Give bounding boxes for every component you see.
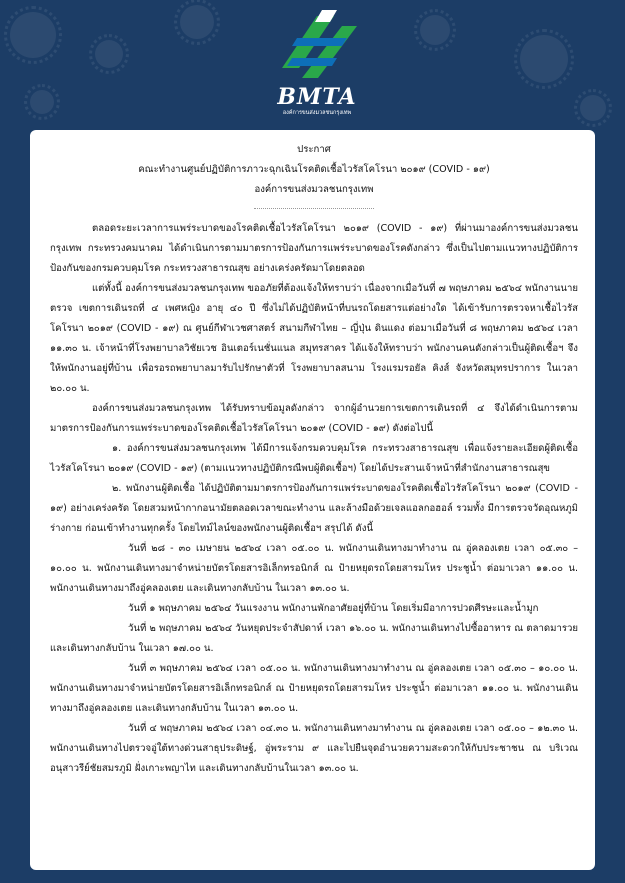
header <box>0 0 625 125</box>
logo-subtitle: องค์การขนส่งมวลชนกรุงเทพ <box>282 110 352 116</box>
announcement-heading: ประกาศ <box>297 144 331 155</box>
logo-title: BMTA <box>277 84 357 110</box>
timeline-item: วันที่ ๓ พฤษภาคม ๒๕๖๔ เวลา ๐๕.๐๐ น. พนักงานเดินทางมาทำงาน ณ อู่คลองเตย เวลา ๐๕.๓๐ – ๑๐.๐๐ น. พนักงานเดินทางมาจำหน่ายบัตรโดยสารอิเล็กทรอนิกส์ ณ ป้ายหยุดรถโดยสารมโหร ประชูน้ำ ต่อมาเวลา ๑๑.๐๐ น. พนักงานเดินทางมาถึงอู่คลองเตย และเดินทางกลับบ้าน ในเวลา ๑๓.๐๐ น. <box>50 663 578 714</box>
divider <box>254 200 374 209</box>
timeline-item: วันที่ ๑ พฤษภาคม ๒๕๖๔ วันแรงงาน พนักงานพักอาศัยอยู่ที่บ้าน โดยเริ่มมีอาการปวดศีรษะและน้ำมูก <box>128 603 539 614</box>
paragraph: ๒. พนักงานผู้ติดเชื้อ ได้ปฏิบัติตามมาตรการป้องกันการแพร่ระบาดของโรคติดเชื้อไวรัสโคโรนา ๒๐๑๙ (COVID - ๑๙) อย่างเคร่งครัด โดยสวมหน้ากากอนามัยตลอดเวลาขณะทำงาน และล้างมือด้วยเจลแอลกอฮอล์ รวมทั้ง มีการตรวจวัดอุณหภูมิร่างกาย ก่อนเข้าทำงานทุกครั้ง โดยไทม์ไลน์ของพนักงานผู้ติดเชื้อฯ สรุปได้ ดังนี้ <box>50 483 578 534</box>
announcement-document <box>50 140 578 779</box>
paragraph: ตลอดระยะเวลาการแพร่ระบาดของโรคติดเชื้อไวรัสโคโรนา ๒๐๑๙ (COVID - ๑๙) ที่ผ่านมาองค์การขนส่งมวลชนกรุงเทพ กระทรวงคมนาคม ได้ดำเนินการตามมาตรการป้องกันการแพร่ระบาดของโรคดังกล่าว ซึ่งเป็นไปตามแนวทางปฏิบัติการป้องกันของกรมควบคุมโรค กระทรวงสาธารณสุข อย่างเคร่งครัดมาโดยตลอด <box>50 223 578 274</box>
timeline-item: วันที่ ๔ พฤษภาคม ๒๕๖๔ เวลา ๐๔.๓๐ น. พนักงานเดินทางมาทำงาน ณ อู่คลองเตย เวลา ๐๕.๐๐ – ๑๒.๓๐ น. พนักงานเดินทางไปตรวจอู่ใต้ทางด่วนสาธุประดิษฐ์, อู่พระราม ๙ และไปยืนจุดอำนวยความสะดวกให้กับประชาชน ณ บริเวณอนุสาวรีย์ชัยสมรภูมิ ฝั่งเกาะพญาไท และเดินทางกลับบ้านในเวลา ๑๓.๐๐ น. <box>50 723 578 774</box>
bmta-logo-icon <box>262 8 372 88</box>
paragraph: ๑. องค์การขนส่งมวลชนกรุงเทพ ได้มีการแจ้งกรมควบคุมโรค กระทรวงสาธารณสุข เพื่อแจ้งรายละเอียดผู้ติดเชื้อไวรัสโคโรนา ๒๐๑๙ (COVID - ๑๙) (ตามแนวทางปฏิบัติกรณีพบผู้ติดเชื้อฯ) โดยได้ประสานเจ้าหน้าที่สำนักงานสาธารณสุข <box>50 443 578 474</box>
paragraph: องค์การขนส่งมวลชนกรุงเทพ ได้รับทราบข้อมูลดังกล่าว จากผู้อำนวยการเขตการเดินรถที่ ๔ จึงได้ดำเนินการตามมาตรการป้องกันการแพร่ระบาดของโรคติดเชื้อไวรัสโคโรนา ๒๐๑๙ (COVID - ๑๙) ดังต่อไปนี้ <box>50 403 578 434</box>
announcement-title: คณะทำงานศูนย์ปฏิบัติการภาวะฉุกเฉินโรคติดเชื้อไวรัสโคโรนา ๒๐๑๙ (COVID - ๑๙) <box>138 164 490 175</box>
timeline-item: วันที่ ๒๘ - ๓๐ เมษายน ๒๕๖๔ เวลา ๐๕.๐๐ น. พนักงานเดินทางมาทำงาน ณ อู่คลองเตย เวลา ๐๕.๓๐ – ๑๐.๐๐ น. พนักงานเดินทางมาจำหน่ายบัตรโดยสารอิเล็กทรอนิกส์ ณ ป้ายหยุดรถโดยสารมโหร ประชูน้ำ ต่อมาเวลา ๑๑.๐๐ น. พนักงานเดินทางมาถึงอู่คลองเตย และเดินทางกลับบ้าน ในเวลา ๑๓.๐๐ น. <box>50 543 578 594</box>
timeline-item: วันที่ ๒ พฤษภาคม ๒๕๖๔ วันหยุดประจำสัปดาห์ เวลา ๑๖.๐๐ น. พนักงานเดินทางไปซื้ออาหาร ณ ตลาดมารวย และเดินทางกลับบ้าน ในเวลา ๑๗.๐๐ น. <box>50 623 578 654</box>
paragraph: แต่ทั้งนี้ องค์การขนส่งมวลชนกรุงเทพ ขออภัยที่ต้องแจ้งให้ทราบว่า เนื่องจากเมื่อวันที่ ๗ พฤษภาคม ๒๕๖๔ พนักงานนายตรวจ เขตการเดินรถที่ ๔ เพศหญิง อายุ ๔๐ ปี ซึ่งไม่ได้ปฏิบัติหน้าที่บนรถโดยสารแต่อย่างใด ได้เข้ารับการตรวจหาเชื้อไวรัสโคโรนา ๒๐๑๙ (COVID - ๑๙) ณ ศูนย์กีฬาเวชศาสตร์ สนามกีฬาไทย – ญี่ปุ่น ดินแดง ต่อมาเมื่อวันที่ ๘ พฤษภาคม ๒๕๖๔ เวลา ๑๑.๓๐ น. เจ้าหน้าที่โรงพยาบาลวิชัยเวช อินเตอร์เนชั่นแนล สมุทรสาคร ได้แจ้งให้ทราบว่า พนักงานคนดังกล่าวเป็นผู้ติดเชื้อฯ จึงให้พนักงานอยู่ที่บ้าน เพื่อรอรถพยาบาลมารับไปรักษาตัวที่ โรงพยาบาลสนาม โรงแรมรอยัล คิงส์ จังหวัดสมุทรปราการ ในเวลา ๒๐.๐๐ น. <box>50 283 578 394</box>
announcement-paper <box>30 130 595 870</box>
bmta-logo <box>262 8 372 120</box>
announcement-org: องค์การขนส่งมวลชนกรุงเทพ <box>254 184 374 195</box>
